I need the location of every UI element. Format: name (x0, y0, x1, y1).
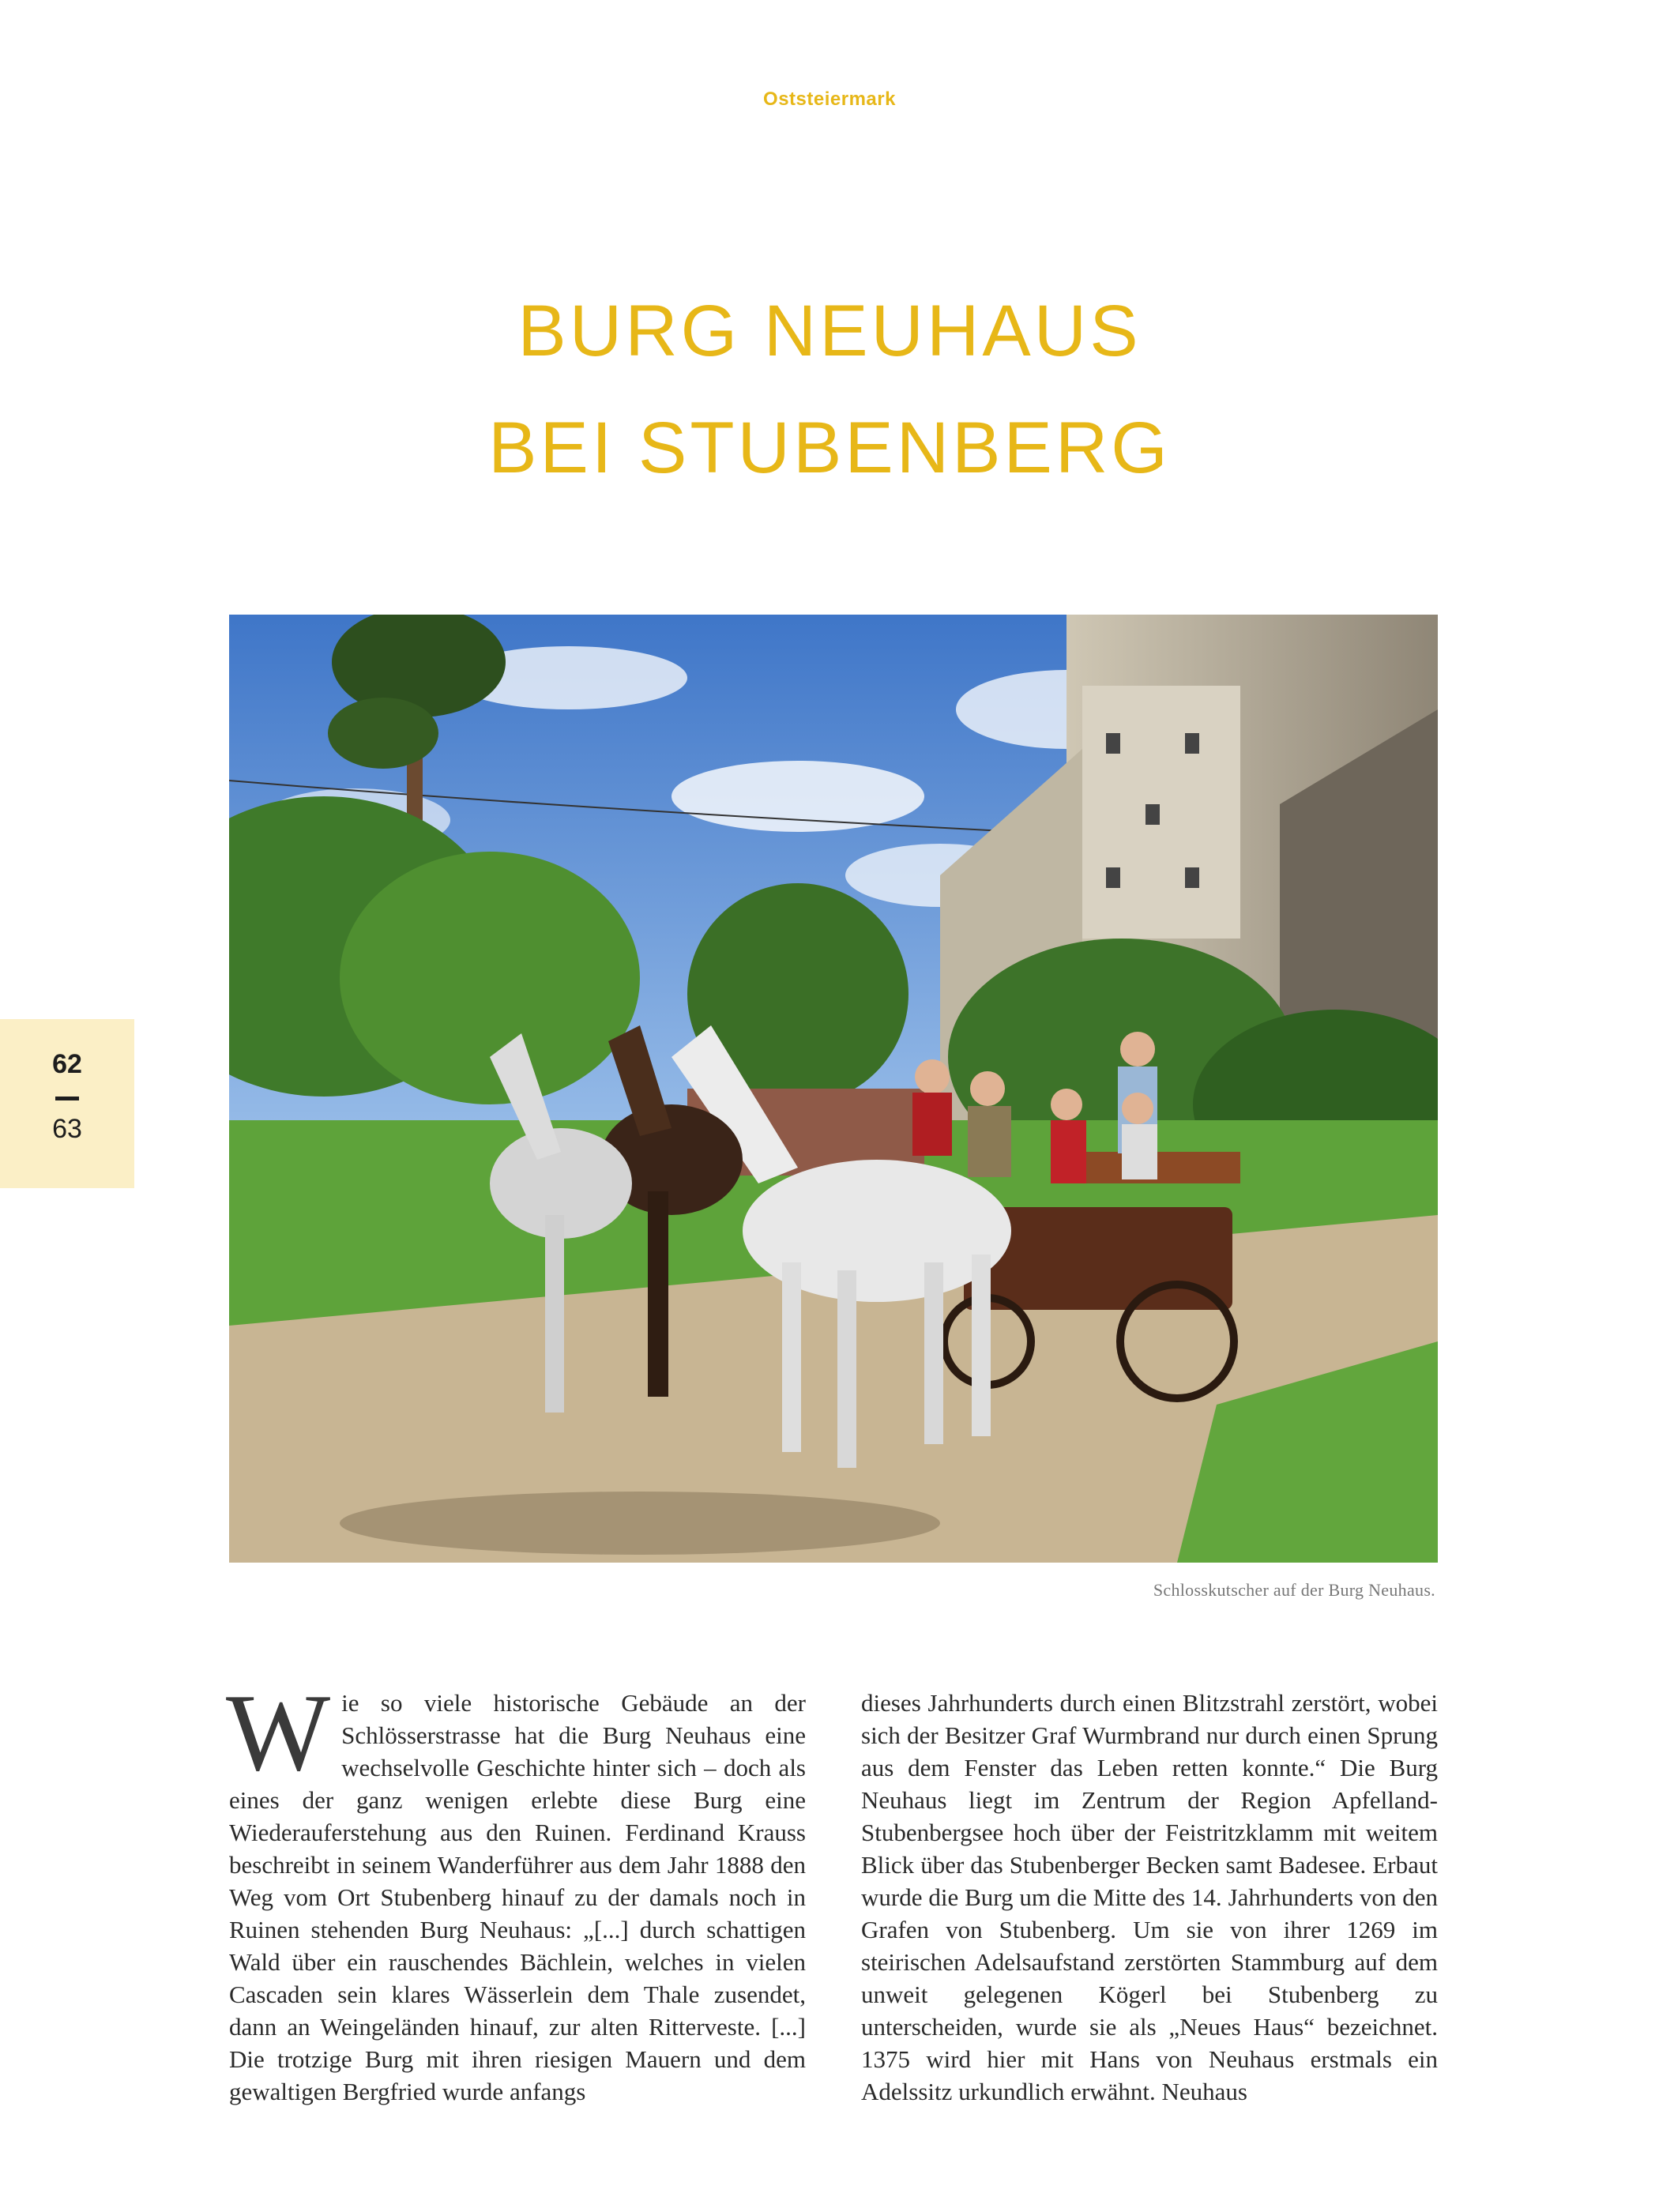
left-column-text: ie so viele historische Gebäude an der Schlösserstrasse hat die Burg Neuhaus eine wechselvolle Geschichte hinter sich – doch als eines der ganz wenigen erlebte diese Burg eine Wiederauferstehung aus den Ruinen. Ferdinand Krauss beschreibt in seinem Wanderführer aus dem Jahr 1888 den Weg vom Ort Stubenberg hinauf zu der damals noch in Ruinen stehenden Burg Neuhaus: „[...] durch schattigen Wald über ein rauschendes Bächlein, welches in vielen Cascaden sein klares Wässerlein dem Thale zusendet, dann an Weingeländen hinauf, zur alten Ritterveste. [...] Die trotzige Burg mit ihren riesigen Mauern und dem gewaltigen Bergfried wurde anfangs (229, 1689, 806, 2105)
page-number-divider (55, 1097, 79, 1100)
drop-cap: W (226, 1672, 331, 1794)
right-column-text: dieses Jahrhunderts durch einen Blitzstrahl zerstört, wobei sich der Besitzer Graf Wurmbrand nur durch einen Sprung aus dem Fenster das Leben retten konnte.“ Die Burg Neuhaus liegt im Zentrum der Region Apfelland-Stubenbergsee hoch über der Feistritzklamm mit weitem Blick über das Stubenberger Becken samt Badesee. Erbaut wurde die Burg um die Mitte des 14. Jahrhunderts von den Grafen von Stubenberg. Um sie von ihrer 1269 im steirischen Adelsaufstand zerstörten Stammburg auf dem unweit gelegenen Kögerl bei Stubenberg zu unterscheiden, wurde sie als „Neues Haus“ bezeichnet. 1375 wird hier mit Hans von Neuhaus erstmals ein Adelssitz urkundlich erwähnt. Neuhaus (861, 1689, 1438, 2105)
current-page-number: 62 (52, 1049, 82, 1079)
page-title (0, 273, 1659, 506)
body-column-right (861, 1687, 1438, 2108)
page-number-tab (0, 1019, 134, 1188)
title-line-2: BEI STUBENBERG (488, 408, 1171, 488)
title-line-1: BURG NEUHAUS (517, 291, 1142, 371)
photo-caption: Schlosskutscher auf der Burg Neuhaus. (1153, 1580, 1435, 1600)
body-column-left (226, 1672, 806, 2108)
next-page-number: 63 (52, 1114, 82, 1144)
section-label: Oststeiermark (763, 88, 896, 110)
carriage-photo (229, 615, 1438, 1563)
